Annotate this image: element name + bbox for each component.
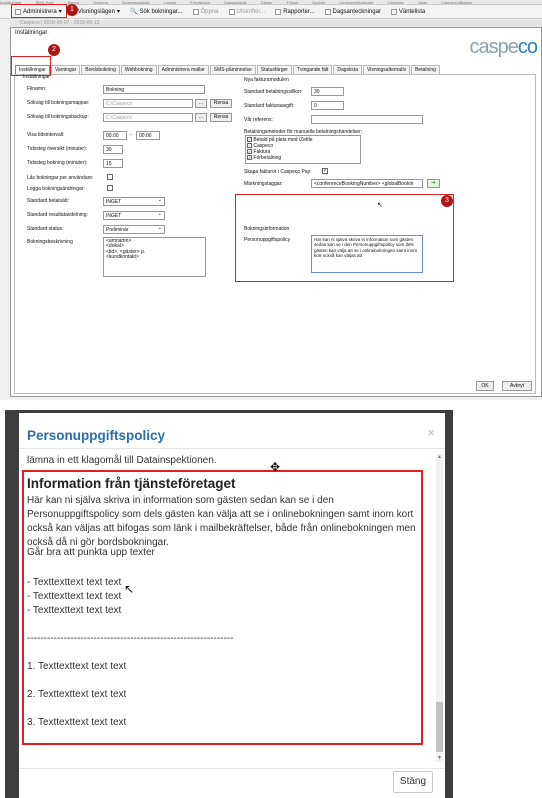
reference-input[interactable] (311, 115, 423, 124)
pay-method-label: Standard betalsätt: (27, 198, 69, 204)
ribbon-item[interactable]: Listor (417, 0, 428, 5)
log-label: Logga bokningsändringar: (27, 186, 85, 192)
list-item[interactable]: ✓ Betald på plats med iZettle (248, 137, 313, 143)
bullet-item: - Texttexttext text text (27, 577, 122, 588)
modal-title: Personuppgiftspolicy (27, 428, 166, 443)
folder-label: Sökväg till bokningsmappar: (27, 100, 90, 106)
modal-scroll-content[interactable] (19, 450, 445, 766)
invoice-group-label: Nya fakturamodulen (244, 77, 289, 83)
scrollbar[interactable] (436, 454, 443, 762)
ribbon-item[interactable]: Lönelista (387, 0, 404, 5)
highlight-settings-tab (11, 56, 51, 76)
tab-statusfärger[interactable]: Statusfärger (257, 65, 292, 75)
main-toolbar (0, 5, 542, 19)
ribbon-item[interactable]: Schemastatistik (121, 0, 150, 5)
desc-line: <amnamn> (106, 238, 132, 244)
policy-heading: Information från tjänsteföretaget (27, 476, 236, 491)
policy-modal-backdrop (5, 410, 453, 798)
result-dept-label: Standard resultatavdelning: (27, 212, 88, 218)
create-invoices-label: Skapa fakturor i Caspeco Pay: (244, 169, 312, 175)
highlight-admin (11, 4, 67, 18)
tab-visningsalternativ[interactable]: Visningsalternativ (363, 65, 410, 75)
ribbon-item[interactable]: Dagsstatistik (223, 0, 247, 5)
list-item[interactable]: Caspeco (247, 143, 358, 149)
policy-label: Personuppgiftspolicy (244, 237, 291, 243)
ribbon-item[interactable]: Frågor (286, 0, 299, 5)
tab-dagslista[interactable]: Dagslista (333, 65, 362, 75)
move-cursor-icon: ✥ (270, 460, 281, 474)
step-overview-input[interactable]: 30 (103, 145, 123, 154)
ribbon-item[interactable]: Inställningar (0, 0, 22, 5)
report-icon (275, 9, 281, 15)
step-booking-label: Tidssteg bokning (minuter): (27, 160, 88, 166)
policy-paragraph: Här kan ni själva skriva in information som gästen sedan kan se i den Personuppgiftspolicy som dels gästen kan välja att se i onlinebokningen samt inom kort också kan väljas att bifogas som länk i mailbekräftelser, både från onlinebokningen men också då ni gör bordsbokningar. (27, 495, 416, 548)
methods-label: Betalningsmetoder för manuella betalningshändelser: (244, 129, 363, 135)
folder-browse-button[interactable]: ... (195, 99, 207, 108)
waitlist-button[interactable]: Väntelista (388, 8, 428, 16)
tab-sms-påminnelse[interactable]: SMS-påminnelse (210, 65, 256, 75)
interval-from-input[interactable]: 00:00 (103, 131, 127, 140)
numbered-item: 1. Texttexttext text text (27, 661, 127, 672)
checkbox[interactable]: ✓ (248, 155, 252, 161)
tab-webbokning[interactable]: Webbokning (121, 65, 157, 75)
close-icon[interactable]: × (427, 425, 435, 440)
list-item[interactable]: ✓ Faktura (248, 149, 271, 155)
chevron-down-icon: ▾ (116, 9, 120, 15)
interval-label: Visa tidsintervall: (27, 132, 65, 138)
admin-menu[interactable]: Administrera ▾ (12, 7, 65, 16)
cancel-button[interactable]: Avbryt (502, 381, 532, 391)
partial-line: lämna in ett klagomål till Datainspektionen. (27, 455, 217, 466)
tab-bordsbokning[interactable]: Bordsbokning (81, 65, 120, 75)
tab-betalning[interactable]: Betalning (411, 65, 440, 75)
desc-line: <dokal> (106, 243, 124, 250)
reports-button[interactable]: Rapporter... (272, 8, 317, 16)
result-dept-select[interactable]: INGET ⌄ (103, 211, 165, 220)
status-select[interactable]: Preliminär ⌄ (103, 225, 165, 234)
print-button[interactable]: Utskrifter... (226, 8, 269, 16)
tab-varningar[interactable]: Varningar (51, 65, 80, 75)
folder-input[interactable]: C:\Caspeco (103, 99, 193, 108)
highlight-booking-info (235, 194, 454, 282)
print-icon (229, 9, 235, 15)
marker-2: 2 (48, 44, 60, 56)
checkbox[interactable]: ✓ (248, 137, 252, 143)
divider (19, 768, 445, 769)
pay-method-select[interactable]: INGET ⌄ (103, 197, 165, 206)
folder-clear-button[interactable]: Rensa (210, 99, 232, 108)
checkbox[interactable] (247, 143, 252, 148)
bullet-item: - Texttexttext text text (27, 591, 122, 602)
app-title: Caspeco | 2018-05-07 - 2018-05-13 (10, 20, 542, 28)
filename-label: Filnamn: (27, 86, 47, 92)
open-button[interactable]: Öppna (190, 8, 222, 16)
booking-info-group-label: Bokningsinformation (244, 226, 290, 232)
lock-label: Lås bokningar per användare: (27, 175, 94, 181)
marker-1: 1 (66, 4, 78, 16)
marker-3: 3 (441, 195, 453, 207)
mouse-pointer-icon: ↖ (124, 582, 135, 596)
desc-line: <kundkontakt> (106, 254, 139, 261)
terms-label: Standard betalningsvillkor: (244, 89, 303, 95)
policy-modal (19, 413, 445, 798)
ribbon-item[interactable]: Schema (93, 0, 108, 5)
tags-input[interactable]: <conferenceBookingNumber> <globalBookin (311, 179, 423, 188)
caspeco-logo: caspeco (469, 36, 537, 58)
filename-input[interactable]: Bokning (103, 85, 205, 94)
close-button[interactable]: Stäng (393, 771, 433, 793)
step-booking-input[interactable]: 15 (103, 159, 123, 168)
description-textarea[interactable] (103, 237, 206, 277)
view-modes-menu[interactable]: Visningslägen ▾ (77, 8, 120, 15)
settings-group-label: Inställningar (23, 74, 50, 80)
scrollbar-thumb[interactable] (436, 702, 443, 752)
tab-administrera-mallar[interactable]: Administrera mallar (158, 65, 209, 75)
backup-label: Sökväg till bokningsbackup: (27, 114, 89, 120)
backup-browse-button[interactable]: ... (195, 113, 207, 122)
backup-clear-button[interactable]: Rensa (210, 113, 232, 122)
search-bookings-button[interactable]: 🔍 Sök bokningar... (129, 8, 183, 15)
ribbon-item[interactable]: Lönespecifikationer (339, 0, 374, 5)
tab-inställningar[interactable]: Inställningar (15, 65, 50, 75)
open-icon (193, 9, 199, 15)
checkbox[interactable]: ✓ (248, 149, 252, 155)
fee-label: Standard fakturaavgift: (244, 103, 295, 109)
numbered-item: 3. Texttexttext text text (27, 717, 127, 728)
tags-label: Märkningstaggar: (244, 181, 283, 187)
fee-stepper[interactable]: 0 (311, 101, 344, 110)
interval-dash: - (130, 132, 132, 138)
methods-list[interactable] (245, 135, 361, 164)
reference-label: Vår referens: (244, 117, 273, 123)
policy-textarea[interactable]: Här kan ni själva skriva in information som gästen sedan kan se i den Personuppgiftspolicy som dels gästen kan välja att se i onlinebokningen samt inom kort också kan väljas att (311, 235, 423, 273)
policy-body (27, 494, 417, 730)
list-icon (391, 9, 397, 15)
terms-stepper[interactable]: 30 (311, 87, 344, 96)
ok-button[interactable]: OK (476, 381, 494, 391)
day-notes-button[interactable]: Dagsanteckningar (322, 8, 384, 16)
ribbon-item[interactable]: Lönespecifikation (441, 0, 473, 5)
scroll-up-icon[interactable]: ▲ (437, 454, 442, 460)
ribbon-item[interactable]: Budget (312, 0, 326, 5)
ribbon-item[interactable]: Export (67, 0, 80, 5)
list-item[interactable]: ✓ Förbetalning (248, 155, 282, 161)
mouse-pointer-icon: ↖ (377, 202, 383, 209)
ribbon-item[interactable]: Gäster (260, 0, 273, 5)
divider (19, 448, 445, 449)
bullet-item: - Texttexttext text text (27, 605, 122, 616)
lock-checkbox[interactable] (107, 174, 113, 180)
list-intro: Går bra att punkta upp texter (27, 547, 155, 558)
text-divider: -------------------------------------------------------------- (27, 633, 234, 644)
description-label: Bokningsbeskrivning (27, 239, 73, 245)
notes-icon (325, 9, 331, 15)
dialog-title: Inställningar (15, 30, 48, 36)
scroll-down-icon[interactable]: ▼ (437, 755, 442, 761)
numbered-item: 2. Texttexttext text text (27, 689, 127, 700)
ribbon-item[interactable]: Försäljning (190, 0, 210, 5)
ribbon-item[interactable]: SMS-Post (35, 0, 54, 5)
search-icon: 🔍 (129, 9, 138, 15)
ribbon-item[interactable]: Loggar (163, 0, 177, 5)
tab-tvingande-fält[interactable]: Tvingande fält (293, 65, 332, 75)
tags-arrow-button[interactable]: ➔ (427, 179, 440, 188)
interval-to-input[interactable]: 00:00 (136, 131, 160, 140)
backup-input[interactable]: C:\Caspeco (103, 113, 193, 122)
chevron-down-icon: ▾ (58, 9, 62, 15)
status-label: Standard status: (27, 226, 64, 232)
log-checkbox[interactable] (107, 185, 113, 191)
create-invoices-checkbox[interactable]: ✓ (323, 168, 328, 174)
step-overview-label: Tidssteg översikt (minuter): (27, 146, 88, 152)
desc-line: <tid>, <gäster> p. (106, 248, 146, 255)
